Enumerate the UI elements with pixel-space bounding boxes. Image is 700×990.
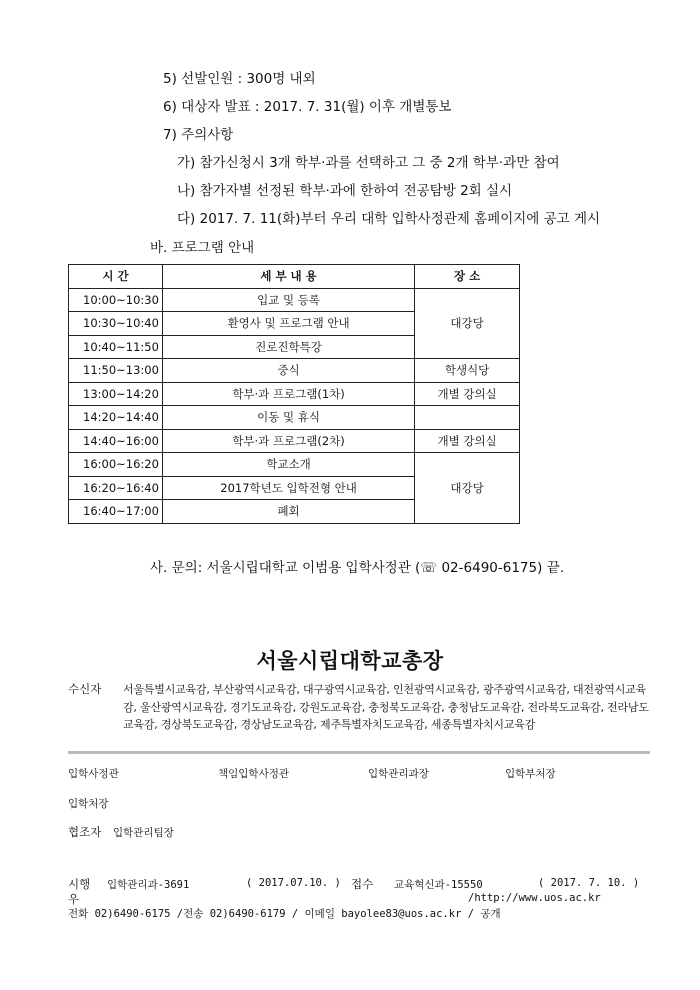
contact-line: 전화 02)6490-6175 /전송 02)6490-6179 / 이메일 bayolee83@uos.ac.kr / 공개	[68, 908, 501, 920]
postal-label: 우	[68, 892, 80, 906]
place-cell: 학생식당	[415, 359, 520, 383]
time-cell: 14:40~16:00	[69, 429, 163, 453]
details-cell: 학교소개	[162, 453, 414, 477]
execution-label: 시행	[68, 877, 91, 891]
approver-admissions-manager: 입학관리과장	[368, 768, 429, 780]
approver-dean-of-admissions: 입학처장	[68, 798, 109, 810]
details-cell: 중식	[162, 359, 414, 383]
time-cell: 13:00~14:20	[69, 382, 163, 406]
header-place: 장 소	[415, 265, 520, 289]
item-6-announcement: 6) 대상자 발표 : 2017. 7. 31(월) 이후 개별통보	[163, 99, 452, 115]
receipt-number: 교육혁신과-15550	[394, 879, 483, 891]
approver-admissions-officer: 입학사정관	[68, 768, 119, 780]
details-cell: 폐회	[162, 500, 414, 524]
time-cell: 10:00~10:30	[69, 288, 163, 312]
recipients-label: 수신자	[68, 682, 102, 696]
place-cell: 대강당	[415, 288, 520, 359]
receipt-date: ( 2017. 7. 10. )	[538, 877, 640, 889]
time-cell: 11:50~13:00	[69, 359, 163, 383]
details-cell: 환영사 및 프로그램 안내	[162, 312, 414, 336]
recipients-list: 서울특별시교육감, 부산광역시교육감, 대구광역시교육감, 인천광역시교육감, 광주광역시교육감, 대전광역시교육감, 울산광역시교육감, 경기도교육감, 강원도교육감, 충청북도교육감, 충청남도교육감, 전라북도교육감, 전라남도교육감, 경상북도교육감, 경상남도교육감, 제주특별자치도교육감, 세종특별자치시교육감	[123, 683, 649, 731]
table-row	[69, 382, 520, 406]
execution-date: ( 2017.07.10. )	[246, 877, 341, 889]
divider	[68, 751, 650, 754]
table-row	[69, 429, 520, 453]
cooperator-name: 입학관리팀장	[113, 827, 174, 839]
place-cell: 대강당	[415, 453, 520, 524]
section-program-guide: 바. 프로그램 안내	[150, 240, 255, 256]
details-cell: 2017학년도 입학전형 안내	[162, 476, 414, 500]
time-cell: 16:40~17:00	[69, 500, 163, 524]
program-schedule-table	[68, 264, 520, 524]
place-cell	[415, 406, 520, 430]
item-5-selection-quota: 5) 선발인원 : 300명 내외	[163, 71, 316, 87]
table-row	[69, 288, 520, 312]
president-signature-title: 서울시립대학교총장	[256, 649, 444, 673]
note-na: 나) 참가자별 선정된 학부·과에 한하여 전공탐방 2회 실시	[177, 183, 513, 199]
approver-deputy-dean: 입학부처장	[505, 768, 556, 780]
details-cell: 학부·과 프로그램(2차)	[162, 429, 414, 453]
place-cell: 개별 강의실	[415, 429, 520, 453]
approver-chief-admissions-officer: 책임입학사정관	[218, 768, 290, 780]
details-cell: 진로진학특강	[162, 335, 414, 359]
details-cell: 이동 및 휴식	[162, 406, 414, 430]
table-row	[69, 406, 520, 430]
cooperator-label: 협조자	[68, 825, 102, 839]
header-details: 세 부 내 용	[162, 265, 414, 289]
homepage-url: /http://www.uos.ac.kr	[468, 892, 601, 904]
place-cell: 개별 강의실	[415, 382, 520, 406]
inquiry-line: 사. 문의: 서울시립대학교 이범용 입학사정관 (☏ 02-6490-6175) 끝.	[150, 560, 564, 576]
time-cell: 10:40~11:50	[69, 335, 163, 359]
note-ga: 가) 참가신청시 3개 학부·과를 선택하고 그 중 2개 학부·과만 참여	[177, 155, 560, 171]
details-cell: 학부·과 프로그램(1차)	[162, 382, 414, 406]
item-7-notes-heading: 7) 주의사항	[163, 127, 234, 143]
time-cell: 14:20~14:40	[69, 406, 163, 430]
table-header-row	[69, 265, 520, 289]
details-cell: 입교 및 등록	[162, 288, 414, 312]
execution-number: 입학관리과-3691	[107, 879, 190, 891]
table-row	[69, 453, 520, 477]
time-cell: 10:30~10:40	[69, 312, 163, 336]
time-cell: 16:00~16:20	[69, 453, 163, 477]
time-cell: 16:20~16:40	[69, 476, 163, 500]
table-row	[69, 359, 520, 383]
receipt-label: 접수	[351, 877, 374, 891]
note-da: 다) 2017. 7. 11(화)부터 우리 대학 입학사정관제 홈페이지에 공고 게시	[177, 211, 601, 227]
header-time: 시 간	[69, 265, 163, 289]
